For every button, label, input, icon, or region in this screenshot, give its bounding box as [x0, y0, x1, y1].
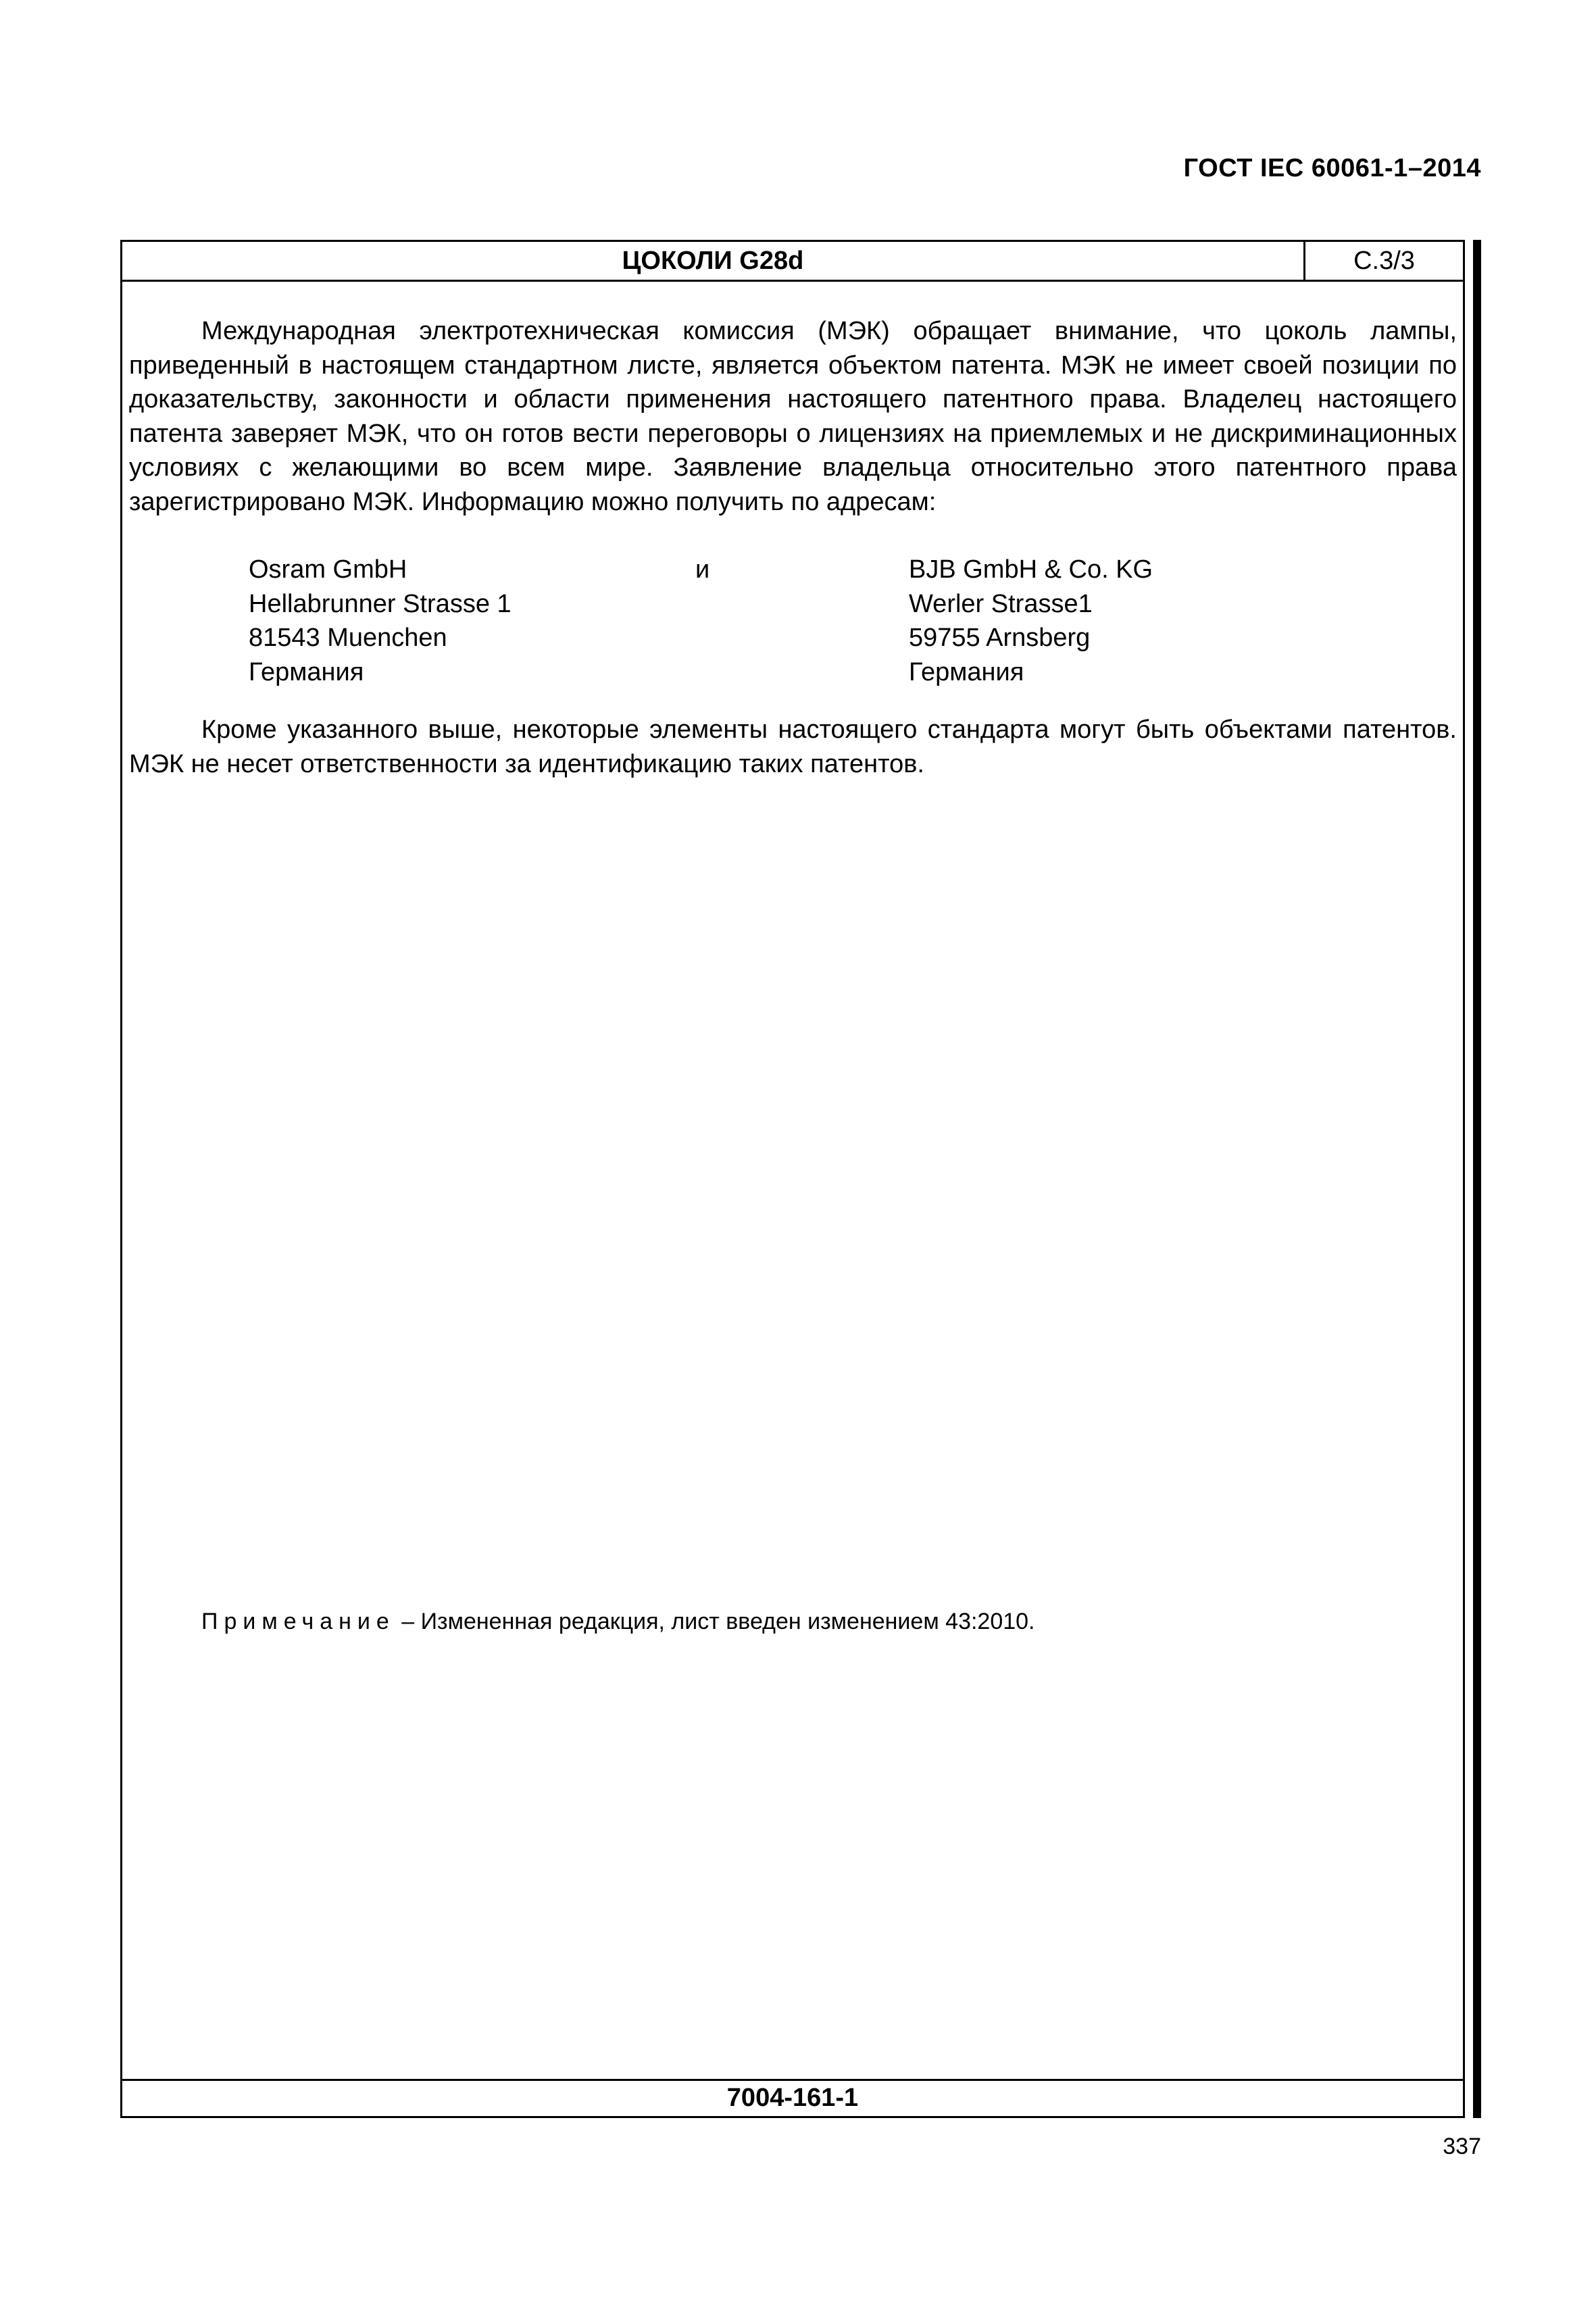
- address-osram: [249, 553, 512, 689]
- patent-disclaimer-paragraph: Кроме указанного выше, некоторые элементы настоящего стандарта могут быть объектами патентов. МЭК не несет ответственности за идентификацию таких патентов.: [129, 715, 1457, 778]
- address-conjunction: и: [695, 555, 710, 584]
- revision-bar: [1473, 240, 1481, 2118]
- address-line: Hellabrunner Strasse 1: [249, 589, 512, 618]
- address-line: Osram GmbH: [249, 555, 407, 584]
- sheet-number: С.3/3: [1353, 247, 1415, 275]
- address-line: Германия: [249, 657, 364, 686]
- note-label: Примечание: [201, 1609, 395, 1634]
- standard-sheet-frame: [120, 240, 1465, 2118]
- patent-paragraph: Международная электротехническая комиссия (МЭК) обращает внимание, что цоколь лампы, приведенный в настоящем стандартном листе, является объектом патента. МЭК не имеет своей позиции по доказательству, законности и области применения настоящего патентного права. Владелец настоящего патента заверяет МЭК, что он готов вести переговоры о лицензиях на приемлемых и не дискриминационных условиях с желающими во всем мире. Заявление владельца относительно этого патентного права зарегистрировано МЭК. Информацию можно получить по адресам:: [129, 317, 1457, 516]
- address-bjb: [909, 553, 1153, 689]
- amendment-note: [201, 1609, 1035, 1635]
- standard-code: ГОСТ IEC 60061-1–2014: [1183, 154, 1481, 182]
- sheet-title: ЦОКОЛИ G28d: [622, 247, 804, 275]
- sheet-code: 7004-161-1: [122, 2079, 1463, 2116]
- address-line: Werler Strasse1: [909, 589, 1093, 618]
- note-text: – Измененная редакция, лист введен изменением 43:2010.: [395, 1609, 1035, 1634]
- sheet-header-row: [122, 242, 1463, 282]
- address-line: 59755 Arnsberg: [909, 624, 1091, 652]
- address-line: BJB GmbH & Co. KG: [909, 555, 1153, 584]
- address-line: Германия: [909, 657, 1024, 686]
- page-number: 337: [1443, 2134, 1481, 2159]
- address-line: 81543 Muenchen: [249, 624, 447, 652]
